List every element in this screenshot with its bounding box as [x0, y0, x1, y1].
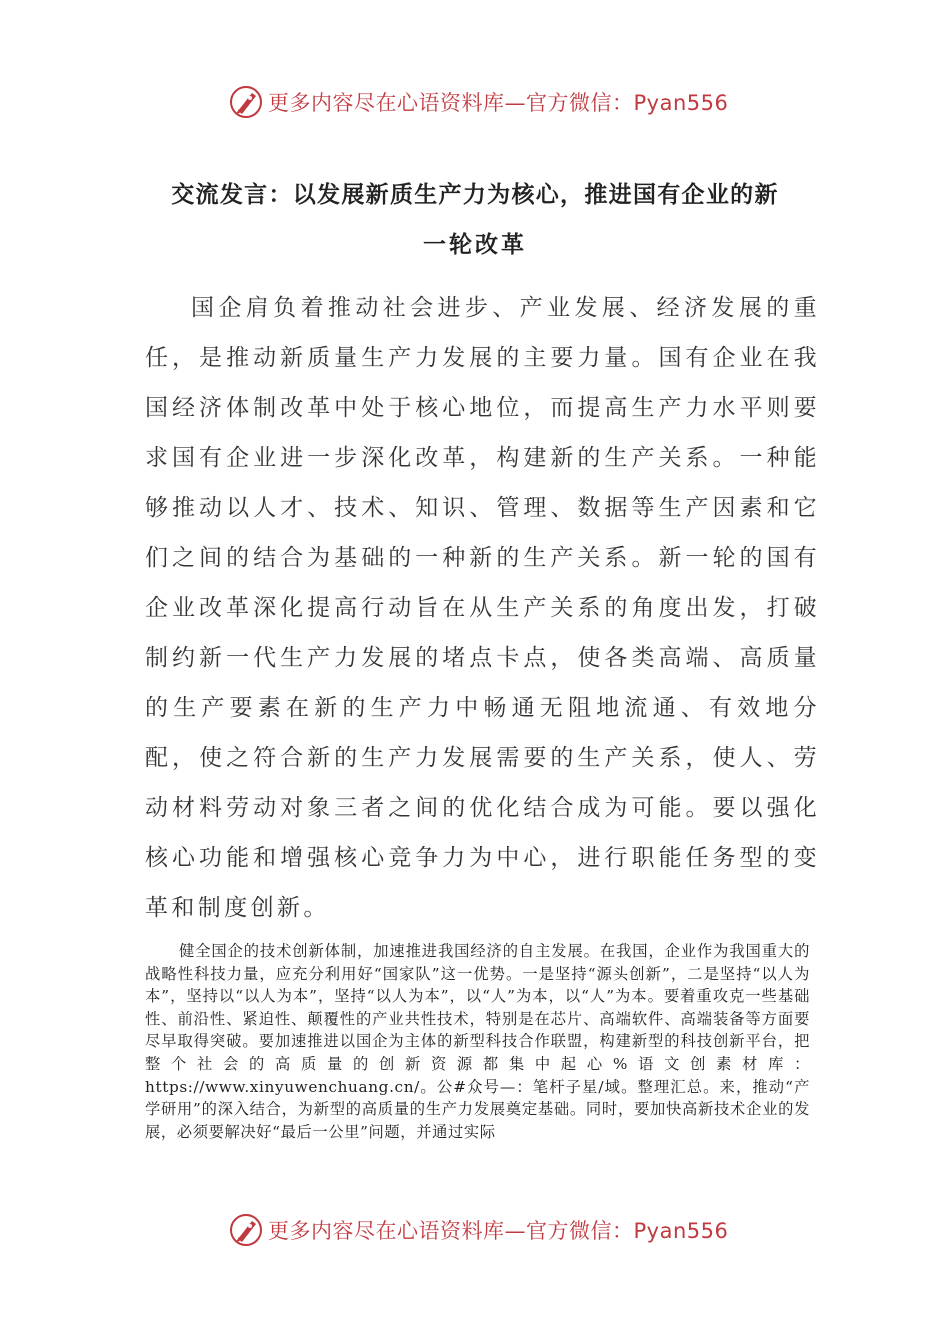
title-line-1: 交流发言：以发展新质生产力为核心，推进国有企业的新 — [171, 182, 779, 208]
pen-nib-logo-icon — [228, 84, 264, 120]
watermark-text: 更多内容尽在心语资料库—官方微信：Pyan556 — [268, 1219, 729, 1243]
body-paragraph-2: 健全国企的技术创新体制，加速推进我国经济的自主发展。在我国，企业作为我国重大的战略性科技力量，应充分利用好“国家队”这一优势。一是坚持“源头创新”，二是坚持“以人为本”，坚持以“以人为本”，坚持“以人为本”，以“人”为本，以“人”为本。要着重攻克一些基础性、前沿性、紧迫性、颠覆性的产业共性技术，特别是在芯片、高端软件、高端装备等方面要尽早取得突破。要加速推进以国企为主体的新型科技合作联盟，构建新型的科技创新平台，把整个社会的高质量的创新资源都集中起心%语文创素材库：https://www.xinyuwenchuang.cn/。公#众号—：笔杆子星/域。整理汇总。来，推动“产学研用”的深入结合，为新型的高质量的生产力发展奠定基础。同时，要加快高新技术企业的发展，必须要解决好“最后一公里”问题，并通过实际 — [145, 942, 810, 1141]
title-line-2: 一轮改革 — [423, 232, 527, 258]
watermark-banner-bottom — [228, 1210, 748, 1250]
watermark-banner-top — [228, 82, 748, 122]
pen-nib-logo-icon — [228, 1212, 264, 1248]
body-paragraph-1: 国企肩负着推动社会进步、产业发展、经济发展的重任，是推动新质量生产力发展的主要力量。国有企业在我国经济体制改革中处于核心地位，而提高生产力水平则要求国有企业进一步深化改革，构建新的生产关系。一种能够推动以人才、技术、知识、管理、数据等生产因素和它们之间的结合为基础的一种新的生产关系。新一轮的国有企业改革深化提高行动旨在从生产关系的角度出发，打破制约新一代生产力发展的堵点卡点，使各类高端、高质量的生产要素在新的生产力中畅通无阻地流通、有效地分配，使之符合新的生产力发展需要的生产关系，使人、劳动材料劳动对象三者之间的优化结合成为可能。要以强化核心功能和增强核心竞争力为中心，进行职能任务型的变革和制度创新。 — [145, 295, 820, 921]
watermark-text: 更多内容尽在心语资料库—官方微信：Pyan556 — [268, 91, 729, 115]
document-title — [120, 170, 830, 270]
